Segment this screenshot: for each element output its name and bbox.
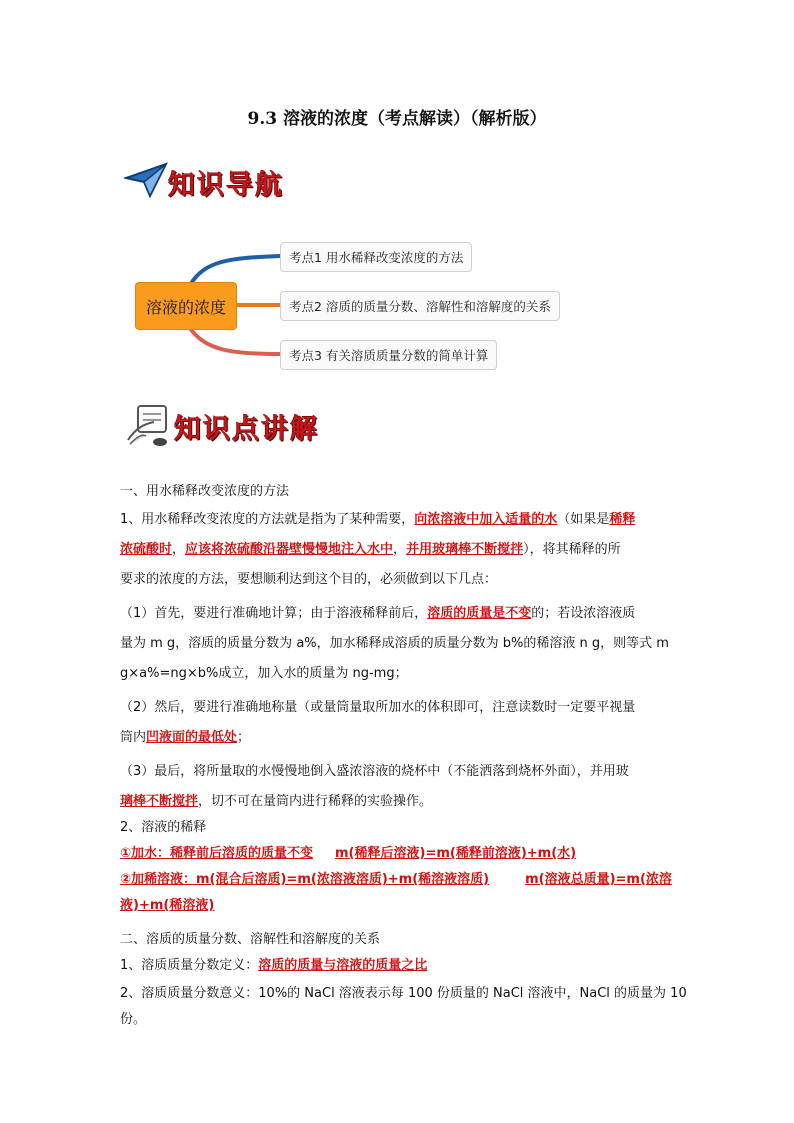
banner-title: 知识导航: [168, 169, 284, 201]
paragraph-line: （3）最后，将所量取的水慢慢地倒入盛浓溶液的烧杯中（不能洒落到烧杯外面），并用玻: [120, 764, 629, 779]
paragraph-line: 1、用水稀释改变浓度的方法就是指为了某种需要，向浓溶液中加入适量的水（如果是稀释: [120, 512, 636, 527]
paragraph-line: g×a%=ng×b%成立，加入水的质量为 ng-mg；: [120, 666, 408, 681]
mindmap-node-1: 考点1 用水稀释改变浓度的方法: [280, 242, 472, 272]
section-heading: 一、用水稀释改变浓度的方法: [120, 484, 290, 499]
section-heading: 二、溶质的质量分数、溶解性和溶解度的关系: [120, 932, 381, 947]
knowledge-lecture-banner: [124, 400, 319, 452]
mindmap-node-3: 考点3 有关溶质质量分数的简单计算: [280, 340, 497, 370]
mindmap-center-node: 溶液的浓度: [135, 282, 237, 330]
paragraph-line: 2、溶质质量分数意义：10%的 NaCl 溶液表示每 100 份质量的 NaCl 溶液中，NaCl 的质量为 10: [120, 986, 687, 1001]
paragraph-line: 量为 m g，溶质的质量分数为 a%，加水稀释成溶质的质量分数为 b%的稀溶液 n g，则等式 m: [120, 636, 669, 651]
paragraph-line: 浓硫酸时，应该将浓硫酸沿器壁慢慢地注入水中，并用玻璃棒不断搅拌），将其稀释的所: [120, 542, 621, 557]
banner-title: 知识点讲解: [174, 413, 319, 445]
paragraph-line: （1）首先，要进行准确地计算；由于溶液稀释前后，溶质的质量是不变的；若设浓溶液质: [120, 606, 636, 621]
formula-line: ②加稀溶液：m(混合后溶质)=m(浓溶液溶质)+m(稀溶液溶质) m(溶液总质量)=m(浓溶: [120, 872, 672, 887]
page-title: 9.3 溶液的浓度（考点解读）（解析版）: [247, 109, 547, 129]
paragraph-line: 筒内凹液面的最低处；: [120, 730, 251, 745]
scroll-quill-icon: [124, 400, 174, 452]
subsection-heading: 2、溶液的稀释: [120, 820, 207, 835]
paragraph-line: 璃棒不断搅拌，切不可在量筒内进行稀释的实验操作。: [120, 794, 433, 809]
formula-line: 液)+m(稀溶液): [120, 898, 215, 913]
formula-line: ①加水：稀释前后溶质的质量不变 m(稀释后溶液)=m(稀释前溶液)+m(水): [120, 846, 577, 861]
paragraph-line: 要求的浓度的方法，要想顺利达到这个目的，必须做到以下几点：: [120, 572, 498, 587]
paragraph-line: 1、溶质质量分数定义：溶质的质量与溶液的质量之比: [120, 958, 428, 973]
mindmap-node-2: 考点2 溶质的质量分数、溶解性和溶解度的关系: [280, 291, 560, 321]
paragraph-line: （2）然后，要进行准确地称量（或量筒量取所加水的体积即可，注意读数时一定要平视量: [120, 700, 636, 715]
paragraph-line: 份。: [120, 1012, 147, 1027]
